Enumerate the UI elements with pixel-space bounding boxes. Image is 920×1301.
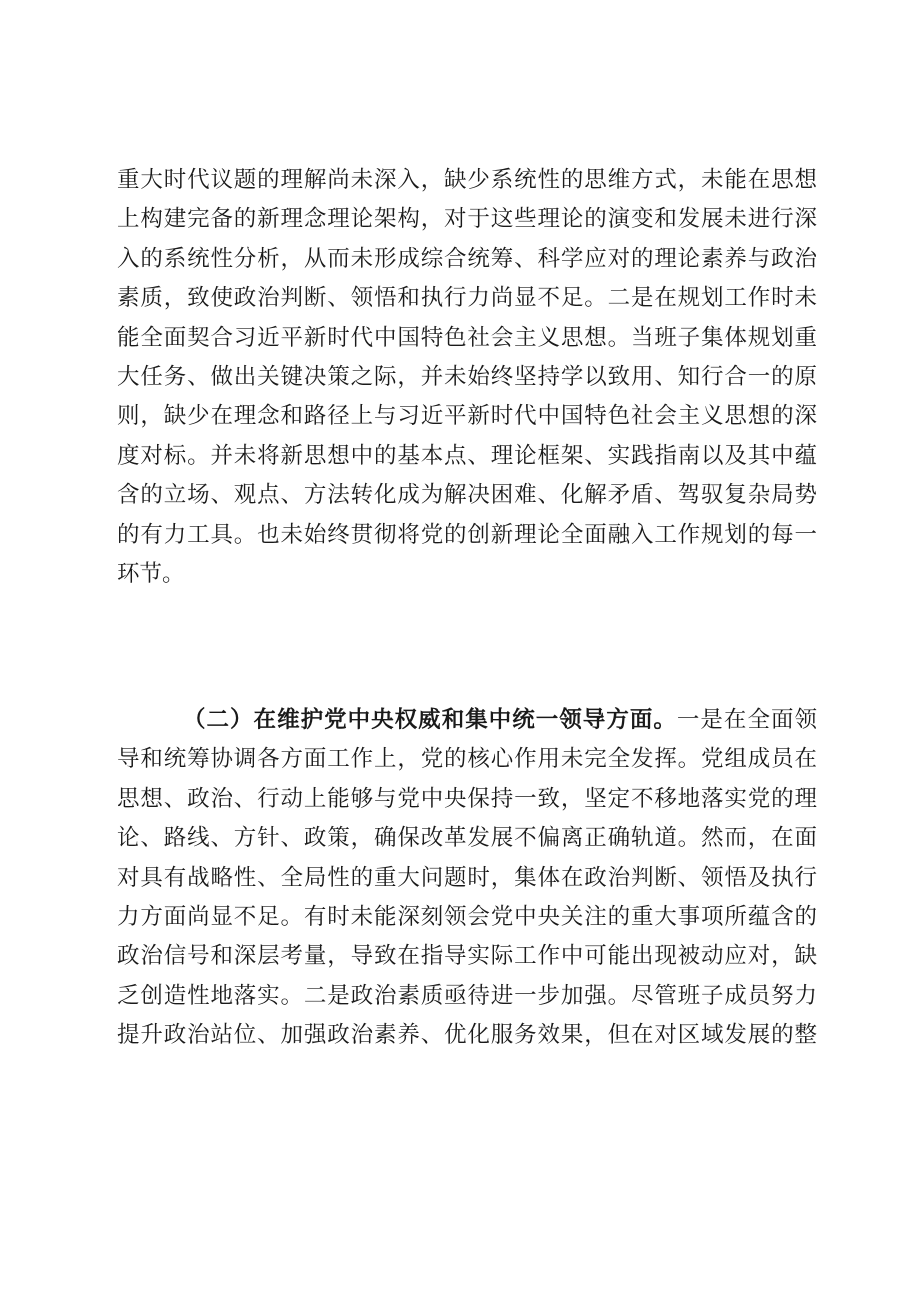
paragraph-1-line: 素质，致使政治判断、领悟和执行力尚显不足。二是在规划工作时未 [117, 285, 817, 312]
paragraph-2-line: 政治信号和深层考量，导致在指导实际工作中可能出现被动应对，缺 [117, 943, 817, 970]
paragraph-2-line: 乏创造性地落实。二是政治素质亟待进一步加强。尽管班子成员努力 [117, 982, 817, 1009]
paragraph-2-line: 力方面尚显不足。有时未能深刻领会党中央关注的重大事项所蕴含的 [117, 903, 817, 930]
paragraph-1-line: 则，缺少在理念和路径上与习近平新时代中国特色社会主义思想的深 [117, 403, 817, 430]
paragraph-1-line: 大任务、做出关键决策之际，并未始终坚持学以致用、知行合一的原 [117, 363, 817, 390]
paragraph-1-line: 上构建完备的新理念理论架构，对于这些理论的演变和发展未进行深 [117, 206, 817, 233]
paragraph-2-line: 思想、政治、行动上能够与党中央保持一致，坚定不移地落实党的理 [117, 785, 817, 812]
paragraph-1-line: 的有力工具。也未始终贯彻将党的创新理论全面融入工作规划的每一 [117, 521, 817, 548]
paragraph-2-line: 提升政治站位、加强政治素养、优化服务效果，但在对区域发展的整 [117, 1022, 817, 1049]
paragraph-1-line: 重大时代议题的理解尚未深入，缺少系统性的思维方式，未能在思想 [117, 167, 817, 193]
paragraph-1-line: 入的系统性分析，从而未形成综合统筹、科学应对的理论素养与政治 [117, 245, 817, 272]
paragraph-2 [117, 701, 817, 1056]
paragraph-2-line: 导和统筹协调各方面工作上，党的核心作用未完全发挥。党组成员在 [117, 746, 817, 773]
paragraph-2-line: 对具有战略性、全局性的重大问题时，集体在政治判断、领悟及执行 [117, 864, 817, 891]
paragraph-2-first-line-text: 一是在全面领 [676, 707, 817, 733]
paragraph-1-line: 环节。 [117, 560, 185, 587]
paragraph-1-line: 度对标。并未将新思想中的基本点、理论框架、实践指南以及其中蕴 [117, 442, 817, 469]
paragraph-1-line: 含的立场、观点、方法转化成为解决困难、化解矛盾、驾驭复杂局势 [117, 482, 817, 509]
paragraph-1 [117, 161, 817, 594]
paragraph-1-line: 能全面契合习近平新时代中国特色社会主义思想。当班子集体规划重 [117, 324, 817, 351]
section-heading: （二）在维护党中央权威和集中统一领导方面。 [183, 707, 677, 733]
paragraph-2-first-line [117, 701, 817, 740]
paragraph-2-line: 论、路线、方针、政策，确保改革发展不偏离正确轨道。然而，在面 [117, 825, 817, 852]
